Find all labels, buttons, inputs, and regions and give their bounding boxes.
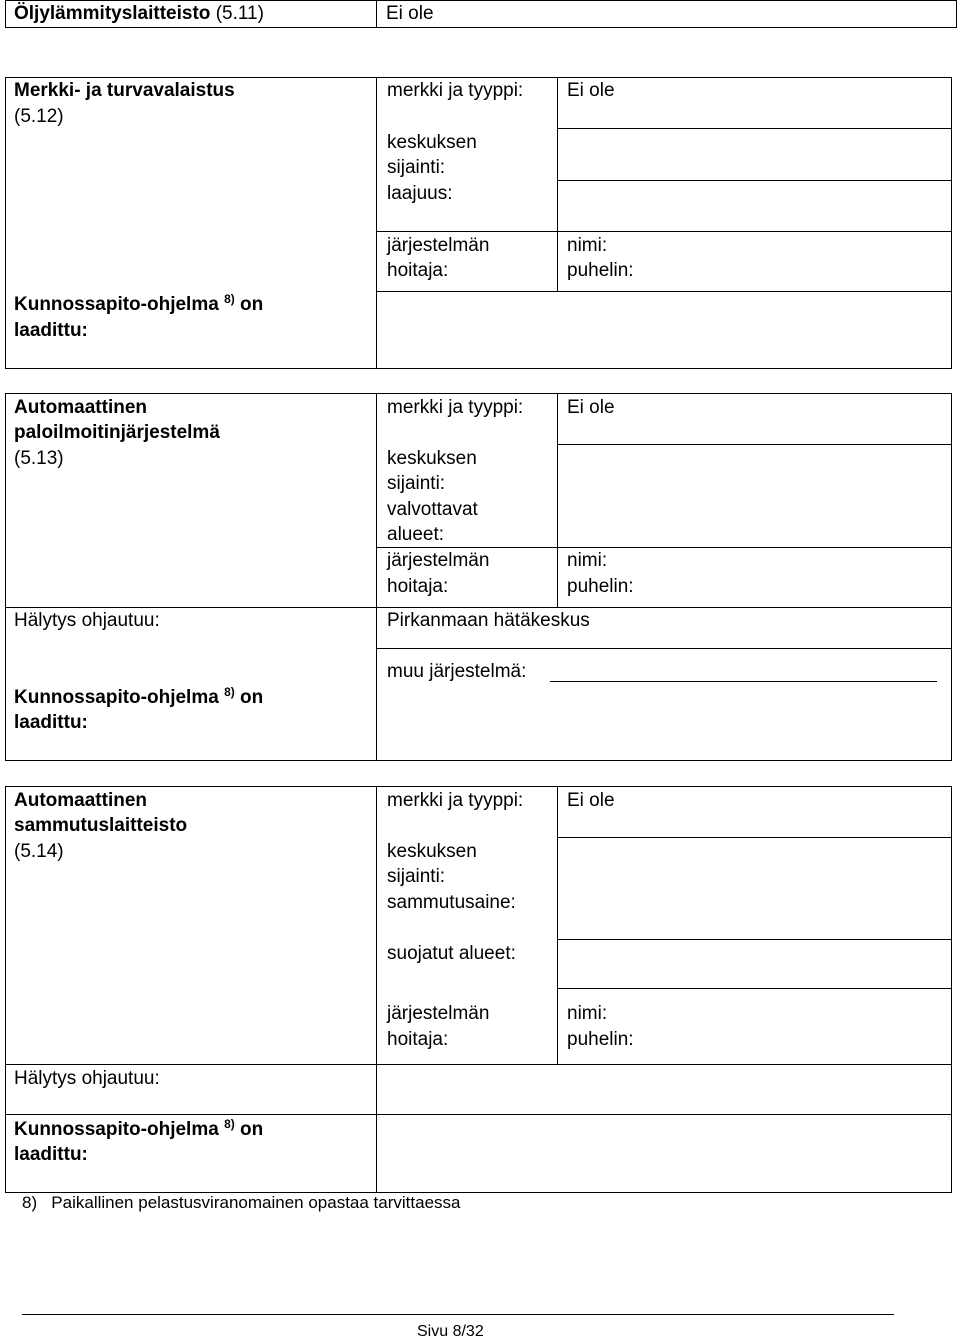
s13-title-2: paloilmoitinjärjestelmä (14, 422, 220, 443)
s14-brand-value[interactable]: Ei ole (567, 790, 615, 811)
s12-maint-label-2: laadittu: (14, 320, 88, 341)
s14-center-label-1: keskuksen (387, 841, 477, 862)
s13-manager-label-1: järjestelmän (387, 550, 490, 571)
s13-other-system-label: muu järjestelmä: (387, 661, 527, 682)
s12-extent-label: laajuus: (387, 183, 453, 204)
s14-title-2: sammutuslaitteisto (14, 815, 188, 836)
s14-alarm-field[interactable] (377, 1065, 951, 1113)
s13-ref: (5.13) (14, 448, 64, 469)
s14-ref: (5.14) (14, 841, 64, 862)
s12-center-label-2: sijainti: (387, 157, 446, 178)
s13-phone-label: puhelin: (567, 576, 634, 597)
s12-brand-label: merkki ja tyyppi: (387, 80, 524, 101)
s12-ref: (5.12) (14, 106, 64, 127)
s14-center-agent-field[interactable] (558, 838, 951, 938)
s14-center-label-2: sijainti: (387, 866, 446, 887)
s14-protected-label: suojatut alueet: (387, 943, 516, 964)
s14-name-label: nimi: (567, 1003, 608, 1024)
s14-title-1: Automaattinen (14, 790, 147, 811)
s12-manager-label-1: järjestelmän (387, 235, 490, 256)
s14-manager-label-1: järjestelmän (387, 1003, 490, 1024)
s12-maint-field[interactable] (377, 292, 951, 368)
footnote (22, 1193, 460, 1213)
s12-phone-label: puhelin: (567, 260, 634, 281)
s13-brand-value[interactable]: Ei ole (567, 397, 615, 418)
s13-brand-label: merkki ja tyyppi: (387, 397, 524, 418)
footnote-text: Paikallinen pelastusviranomainen opastaa tarvittaessa (51, 1193, 461, 1212)
s13-center-label-2: sijainti: (387, 473, 446, 494)
page-number: Sivu 8/32 (417, 1323, 484, 1340)
footnote-number: 8) (22, 1193, 38, 1212)
s14-maint-label: Kunnossapito-ohjelma $^{8)}$ on (14, 1117, 264, 1140)
s13-alarm-label: Hälytys ohjautuu: (14, 610, 160, 631)
oil-heating-label: Öljylämmityslaitteisto (14, 3, 211, 24)
s12-title: Merkki- ja turvavalaistus (14, 80, 235, 101)
s12-manager-label-2: hoitaja: (387, 260, 449, 281)
s12-extent-field[interactable] (558, 181, 951, 230)
s14-manager-label-2: hoitaja: (387, 1029, 449, 1050)
s13-center-areas-field[interactable] (558, 445, 951, 546)
s12-name-label: nimi: (567, 235, 608, 256)
s14-maint-field[interactable] (377, 1115, 951, 1191)
s14-agent-label: sammutusaine: (387, 892, 516, 913)
s14-brand-label: merkki ja tyyppi: (387, 790, 524, 811)
s14-phone-label: puhelin: (567, 1029, 634, 1050)
s14-maint-label-2: laadittu: (14, 1144, 88, 1165)
oil-heating-ref: (5.11) (215, 3, 264, 24)
s13-maint-label: Kunnossapito-ohjelma $^{8)}$ on (14, 685, 264, 708)
footer-rule (22, 1314, 894, 1315)
s12-brand-value[interactable]: Ei ole (567, 80, 615, 101)
s14-protected-field[interactable] (558, 940, 951, 987)
s13-center-label-1: keskuksen (387, 448, 477, 469)
s12-center-field[interactable] (558, 129, 951, 179)
s13-maint-label-2: laadittu: (14, 712, 88, 733)
s13-alarm-value[interactable]: Pirkanmaan hätäkeskus (387, 610, 590, 631)
s13-areas-label-1: valvottavat (387, 499, 478, 520)
s13-title-1: Automaattinen (14, 397, 147, 418)
s13-areas-label-2: alueet: (387, 524, 445, 545)
s13-other-system-line[interactable] (550, 681, 937, 682)
s13-manager-label-2: hoitaja: (387, 576, 449, 597)
s12-center-label-1: keskuksen (387, 132, 477, 153)
s12-maint-label: Kunnossapito-ohjelma $^{8)}$ on (14, 292, 264, 315)
s13-name-label: nimi: (567, 550, 608, 571)
s14-alarm-label: Hälytys ohjautuu: (14, 1068, 160, 1089)
oil-heating-value[interactable]: Ei ole (386, 3, 434, 24)
